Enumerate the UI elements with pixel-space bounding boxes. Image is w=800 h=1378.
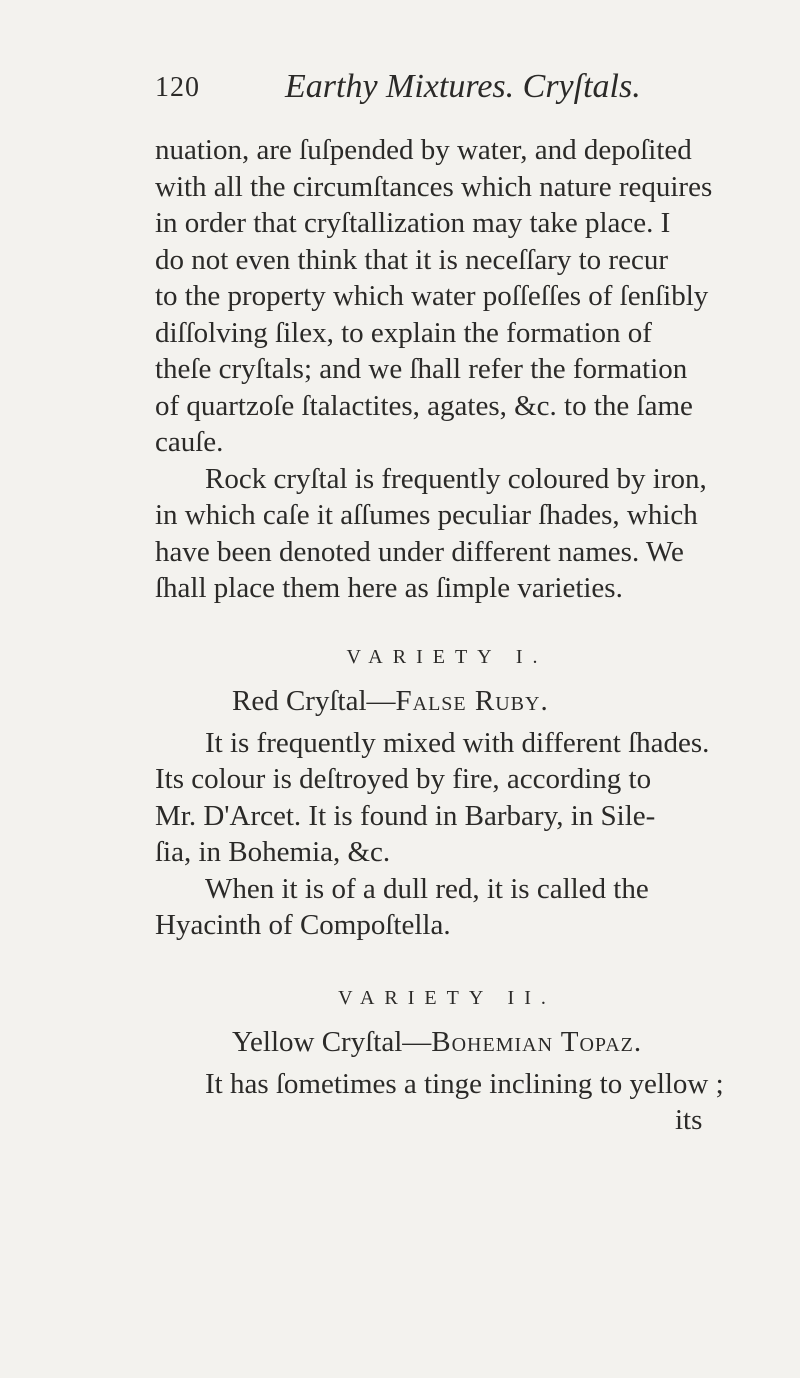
variety-2-heading-smallcaps: Bohemian Topaz. bbox=[431, 1025, 643, 1058]
page-number: 120 bbox=[155, 72, 200, 103]
text-line: ſia, in Bohemia, &c. bbox=[155, 836, 391, 868]
text-line: in which caſe it aſſumes peculiar ſhades, which bbox=[155, 499, 698, 531]
text-line: of quartzoſe ſtalactites, agates, &c. to the ſame bbox=[155, 389, 693, 422]
variety-2-heading-main: Yellow Cryſtal— bbox=[232, 1025, 432, 1058]
text-line: Rock cryſtal is frequently coloured by iron, bbox=[205, 462, 707, 495]
text-line: nuation, are ſuſpended by water, and depoſited bbox=[155, 134, 692, 166]
text-line: do not even think that it is neceſſary to recur bbox=[155, 243, 668, 276]
variety-2-heading bbox=[155, 1018, 715, 1066]
text-line: Its colour is deſtroyed by fire, according to bbox=[155, 763, 652, 795]
text-line: with all the circumſtances which nature requires bbox=[155, 170, 713, 203]
variety-1-heading-smallcaps: False Ruby. bbox=[395, 684, 549, 717]
body-text bbox=[155, 132, 724, 1139]
text-line: in order that cryſtallization may take place. I bbox=[155, 207, 671, 239]
running-title: Earthy Mixtures. Cryſtals. bbox=[285, 68, 641, 105]
variety-1-label: VARIETY I. bbox=[346, 645, 548, 668]
text-line: Mr. D'Arcet. It is found in Barbary, in Sile- bbox=[155, 799, 656, 832]
variety-2-label: VARIETY II. bbox=[338, 986, 556, 1009]
page-header bbox=[155, 68, 715, 112]
text-line: have been denoted under different names. We bbox=[155, 535, 684, 568]
text-line: theſe cryſtals; and we ſhall refer the formation bbox=[155, 353, 688, 385]
text-line: Hyacinth of Compoſtella. bbox=[155, 909, 451, 941]
text-line: diſſolving ſilex, to explain the formation of bbox=[155, 316, 652, 349]
text-line: cauſe. bbox=[155, 426, 224, 458]
text-line: ſhall place them here as ſimple varieties. bbox=[155, 572, 623, 604]
text-line: to the property which water poſſeſſes of ſenſibly bbox=[155, 280, 709, 312]
variety-1-heading bbox=[155, 677, 715, 725]
variety-1-heading-main: Red Cryſtal— bbox=[232, 684, 396, 717]
catchword: its bbox=[675, 1104, 703, 1136]
text-line: It has ſometimes a tinge inclining to yellow ; bbox=[205, 1067, 724, 1100]
text-line: When it is of a dull red, it is called the bbox=[205, 872, 649, 905]
text-line: It is frequently mixed with different ſhades. bbox=[205, 726, 710, 759]
